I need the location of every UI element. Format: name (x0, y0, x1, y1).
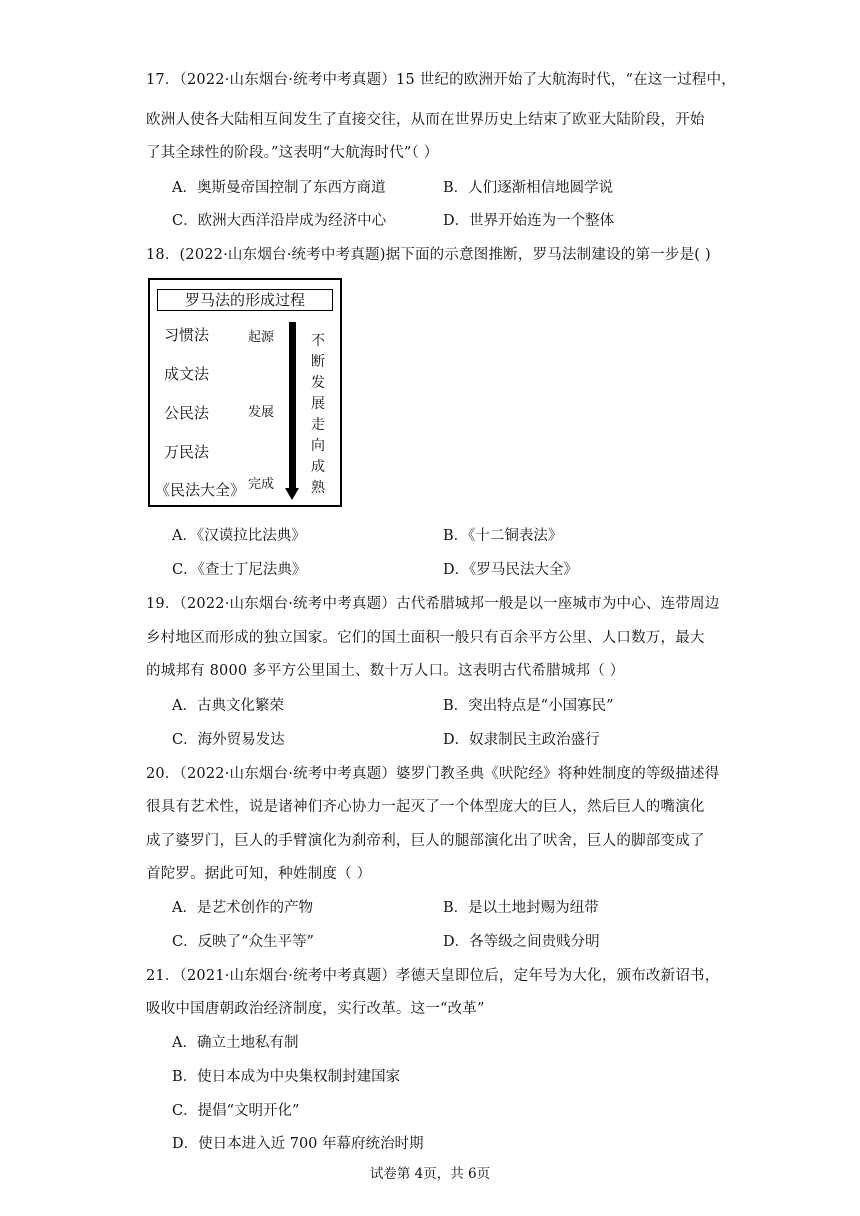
question-text-line: 成了婆罗门，巨人的手臂演化为刹帝利，巨人的腿部演化出了吠舍，巨人的脚部变成了 (146, 833, 705, 849)
diagram-vertical-text: 不断发展走向成熟 (311, 333, 325, 496)
question-text-line: 很具有艺术性，说是诸神们齐心协力一起灭了一个体型庞大的巨人，然后巨人的嘴演化 (146, 799, 705, 815)
option-c[interactable]: C．提倡“文明开化” (172, 1103, 300, 1119)
option-d[interactable]: D．奴隶制民主政治盛行 (443, 732, 600, 748)
option-d[interactable]: D．世界开始连为一个整体 (443, 213, 615, 229)
question-text-line: 20．（2022·山东烟台·统考中考真题）婆罗门教圣典《吠陀经》将种姓制度的等级描述得 (146, 766, 720, 782)
question-text-line: 21．（2021·山东烟台·统考中考真题）孝德天皇即位后，定年号为大化，颁布改新诏书， (146, 968, 720, 984)
diagram-law-item: 成文法 (164, 365, 210, 383)
question-text-line: 乡村地区而形成的独立国家。它们的国土面积一般只有百余平方公里、人口数万，最大 (146, 630, 705, 646)
option-d[interactable]: D．各等级之间贵贱分明 (443, 934, 600, 950)
option-a[interactable]: A．确立土地私有制 (172, 1035, 299, 1051)
question-text-line: 欧洲人使各大陆相互间发生了直接交往，从而在世界历史上结束了欧亚大陆阶段，开始 (146, 112, 705, 128)
question-text-line: 18．(2022·山东烟台·统考中考真题)据下面的示意图推断，罗马法制建设的第一步是( ) (146, 247, 711, 263)
option-a[interactable]: A．《汉谟拉比法典》 (172, 528, 306, 544)
diagram-law-item: 公民法 (164, 404, 210, 422)
option-b[interactable]: B．《十二铜表法》 (443, 528, 563, 544)
option-b[interactable]: B．是以土地封赐为纽带 (443, 900, 599, 916)
option-d[interactable]: D．《罗马民法大全》 (443, 562, 578, 578)
diagram-law-item: 《民法大全》 (155, 481, 246, 499)
option-b[interactable]: B．突出特点是“小国寡民” (443, 698, 614, 714)
option-d[interactable]: D．使日本进入近 700 年幕府统治时期 (172, 1136, 424, 1152)
option-a[interactable]: A．是艺术创作的产物 (172, 900, 313, 916)
question-text-line: 的城邦有 8000 多平方公里国土、数十万人口。这表明古代希腊城邦（ ） (146, 663, 625, 679)
question-text-line: 17．（2022·山东烟台·统考中考真题）15 世纪的欧洲开始了大航海时代，“在这一过程中， (146, 72, 736, 88)
question-text-line: 首陀罗。据此可知，种姓制度（ ） (146, 866, 372, 882)
diagram-stage-label: 发展 (248, 405, 275, 420)
question-text-line: 了其全球性的阶段。”这表明“大航海时代”（ ） (146, 145, 439, 161)
question-text-line: 19．（2022·山东烟台·统考中考真题）古代希腊城邦一般是以一座城市为中心、连带周边 (146, 596, 720, 612)
diagram-title: 罗马法的形成过程 (157, 289, 333, 311)
option-b[interactable]: B．人们逐渐相信地圆学说 (443, 180, 614, 196)
roman-law-diagram (148, 278, 342, 507)
page-footer: 试卷第 4页，共 6页 (369, 1166, 491, 1182)
option-c[interactable]: C．海外贸易发达 (172, 732, 285, 748)
diagram-law-item: 习惯法 (164, 326, 210, 344)
option-c[interactable]: C．欧洲大西洋沿岸成为经济中心 (172, 213, 387, 229)
option-b[interactable]: B．使日本成为中央集权制封建国家 (172, 1069, 401, 1085)
diagram-stage-label: 完成 (248, 477, 275, 492)
option-c[interactable]: C．反映了“众生平等” (172, 934, 314, 950)
option-c[interactable]: C．《查士丁尼法典》 (172, 562, 307, 578)
diagram-law-item: 万民法 (164, 443, 210, 461)
diagram-stage-label: 起源 (248, 330, 275, 345)
question-text-line: 吸收中国唐朝政治经济制度，实行改革。这一“改革” (146, 1001, 485, 1017)
option-a[interactable]: A．古典文化繁荣 (172, 698, 284, 714)
down-arrow-icon (285, 488, 299, 500)
option-a[interactable]: A．奥斯曼帝国控制了东西方商道 (172, 180, 386, 196)
down-arrow-shaft (289, 322, 296, 494)
